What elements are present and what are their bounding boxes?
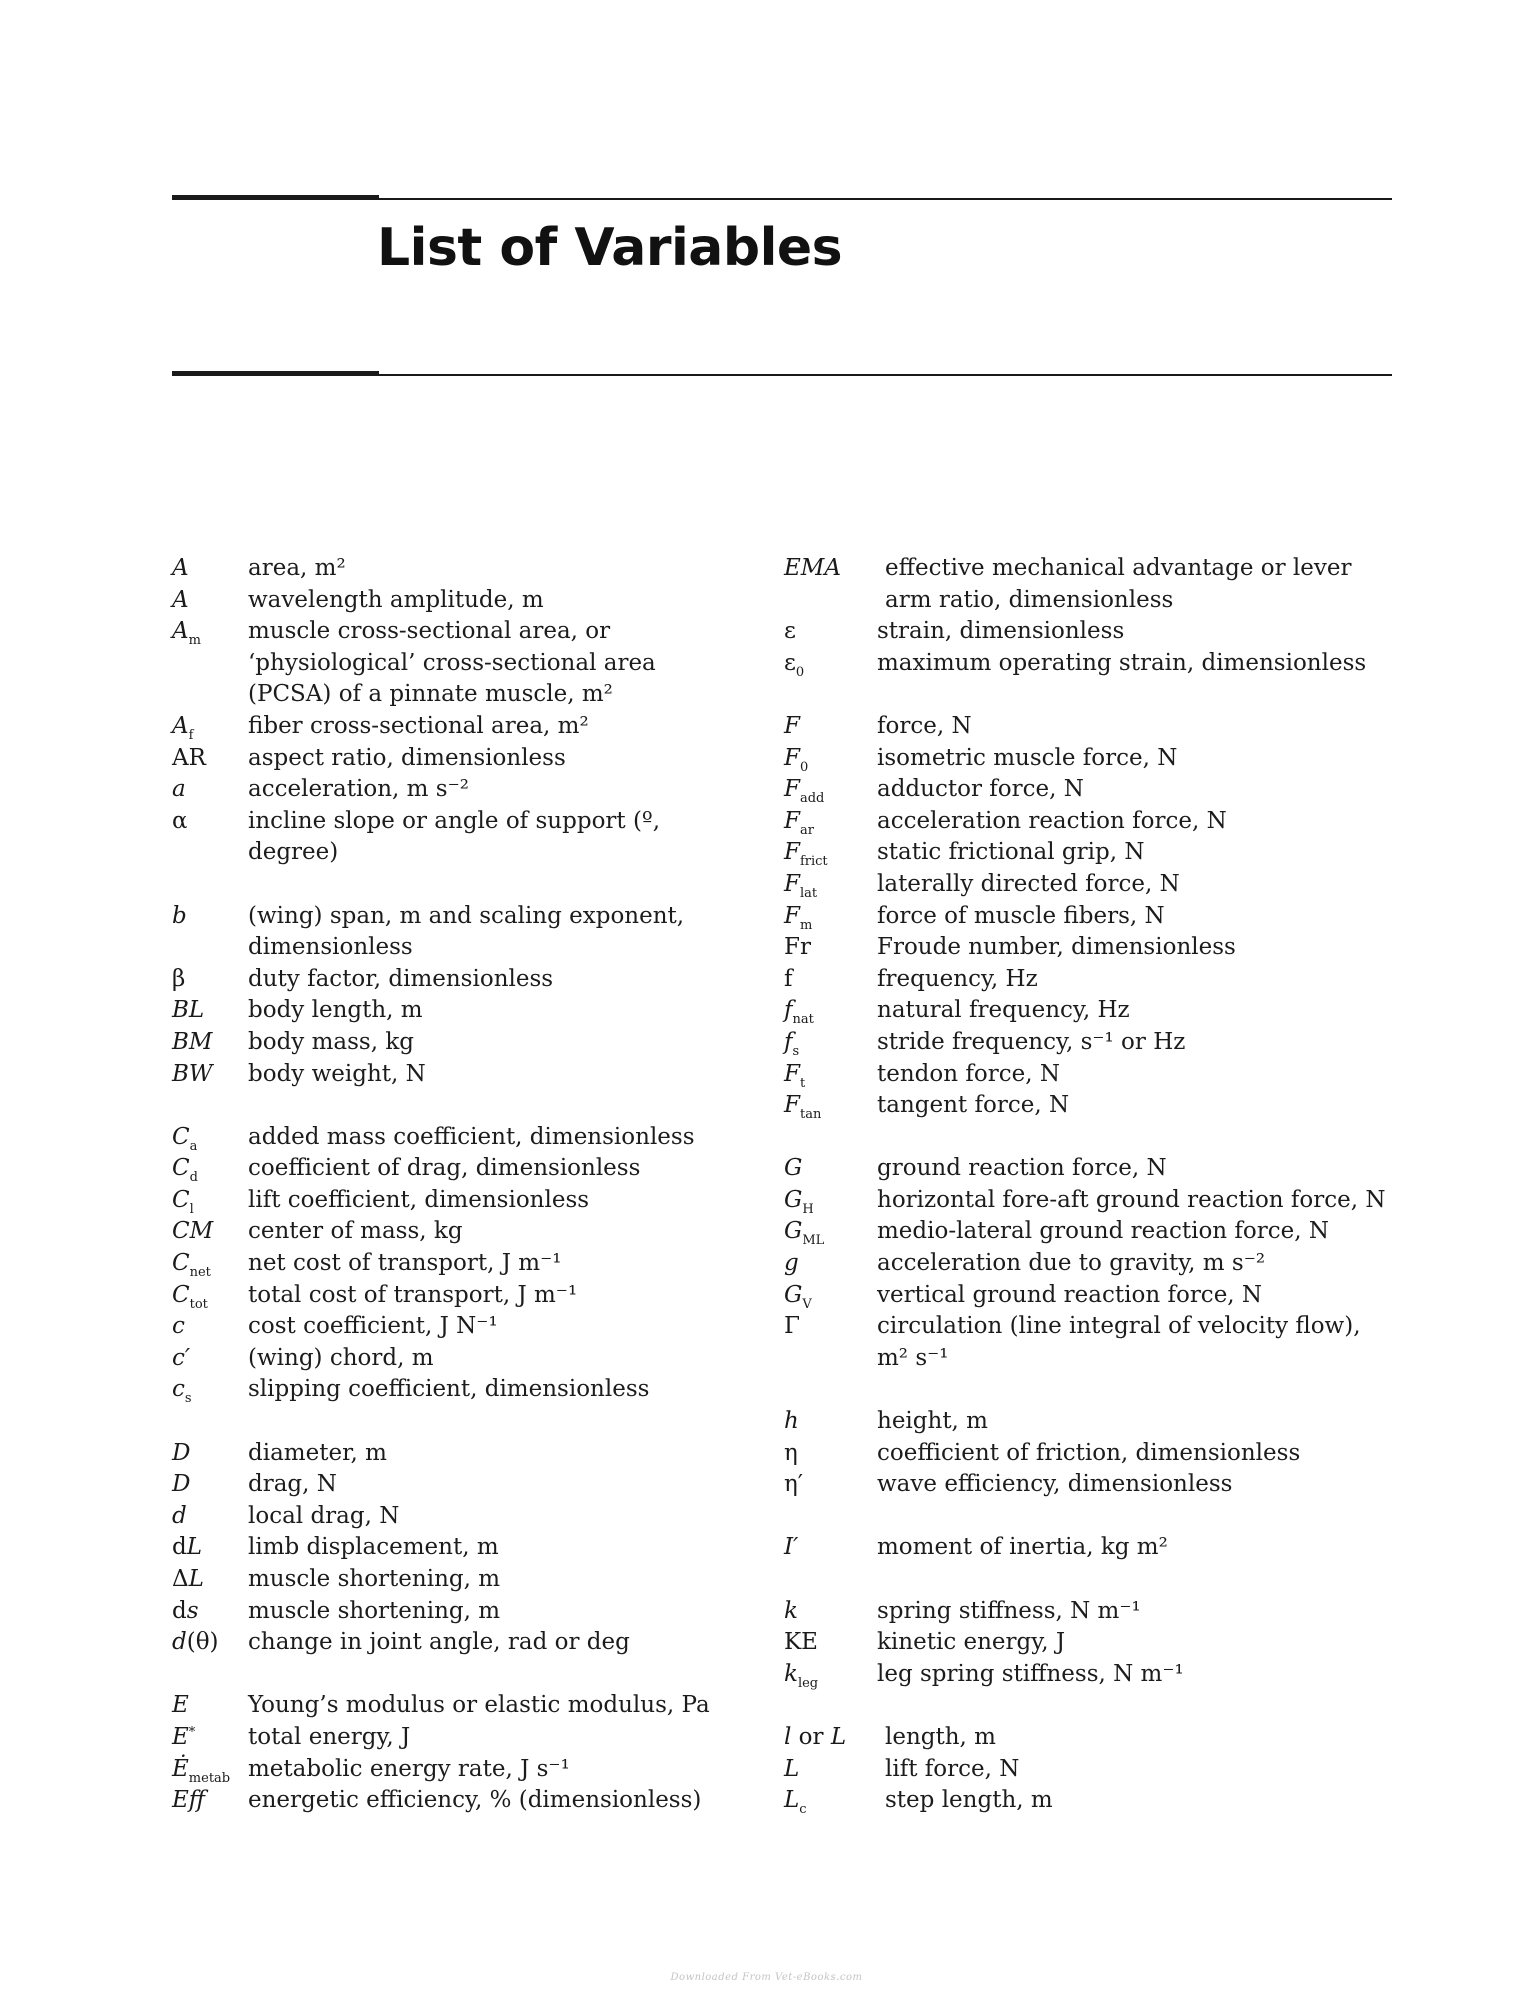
variable-entry — [784, 1406, 1394, 1438]
variable-definition: (wing) chord, m — [248, 1344, 434, 1371]
top-rule-accent — [172, 195, 379, 200]
variable-symbol: F — [784, 712, 800, 739]
variable-entry — [784, 1627, 1394, 1659]
variable-entry — [172, 1248, 742, 1280]
variable-symbol: $A_f$ — [172, 712, 194, 743]
variable-symbol: l or L — [784, 1723, 847, 1750]
variable-symbol: dL — [172, 1534, 203, 1561]
variable-entry — [784, 553, 1394, 616]
variable-definition: cost coefficient, J N⁻¹ — [248, 1313, 498, 1340]
variable-entry — [172, 616, 742, 711]
variable-symbol: ε — [784, 618, 796, 645]
variable-entry — [784, 806, 1394, 838]
variable-symbol: $F_{lat}$ — [784, 870, 818, 901]
variable-entry — [784, 837, 1394, 869]
variable-entry — [172, 1501, 742, 1533]
variable-definition: leg spring stiffness, N m⁻¹ — [877, 1660, 1184, 1687]
variable-symbol: ΔL — [172, 1566, 204, 1592]
variable-symbol: D — [172, 1471, 191, 1498]
variable-entry — [172, 1532, 742, 1564]
variable-definition: tendon force, N — [877, 1060, 1060, 1087]
variable-definition: laterally directed force, N — [877, 870, 1180, 897]
variable-symbol: d — [172, 1502, 187, 1529]
variable-symbol: EMA — [784, 555, 841, 581]
variable-definition: medio-lateral ground reaction force, N — [877, 1218, 1330, 1245]
variable-symbol: BW — [172, 1060, 213, 1087]
variable-entry — [784, 1059, 1394, 1091]
variable-definition: local drag, N — [248, 1502, 400, 1529]
variable-symbol: c′ — [172, 1344, 191, 1371]
variable-entry — [784, 648, 1394, 680]
variable-entry — [784, 711, 1394, 743]
variable-symbol: α — [172, 807, 188, 834]
variable-symbol: $f_s$ — [784, 1028, 800, 1059]
variable-symbol: $k_{leg}$ — [784, 1660, 819, 1691]
variable-definition: wavelength amplitude, m — [248, 586, 544, 613]
variable-symbol: $G_V$ — [784, 1281, 812, 1312]
variable-entry — [172, 1059, 742, 1091]
variables-list-left — [172, 553, 742, 1817]
variable-entry — [784, 743, 1394, 775]
variable-definition: isometric muscle force, N — [877, 744, 1178, 771]
variable-definition: total energy, J — [248, 1723, 411, 1750]
variable-definition: duty factor, dimensionless — [248, 965, 554, 992]
variable-entry — [784, 1532, 1394, 1564]
variable-definition: maximum operating strain, dimensionless — [877, 649, 1367, 676]
variable-definition: change in joint angle, rad or deg — [248, 1629, 630, 1656]
variable-symbol: $Ė_{metab}$ — [172, 1755, 231, 1786]
variable-definition: frequency, Hz — [877, 965, 1038, 992]
variable-definition: limb displacement, m — [248, 1534, 499, 1561]
variable-definition: energetic efficiency, % (dimensionless) — [248, 1787, 702, 1814]
variable-entry — [172, 711, 742, 743]
variable-entry — [784, 1090, 1394, 1122]
watermark: Downloaded From Vet-eBooks.com — [670, 1972, 863, 1983]
variable-definition: acceleration due to gravity, m s⁻² — [877, 1250, 1266, 1277]
variable-definition: length, m — [885, 1723, 996, 1750]
variable-definition: natural frequency, Hz — [877, 997, 1130, 1024]
variable-definition: adductor force, N — [877, 776, 1084, 803]
variable-entry — [172, 1690, 742, 1722]
variable-definition: diameter, m — [248, 1439, 387, 1466]
variable-entry — [172, 901, 742, 964]
variable-symbol: $C_d$ — [172, 1155, 198, 1186]
variable-definition: height, m — [877, 1408, 988, 1435]
variable-definition: Young’s modulus or elastic modulus, Pa — [248, 1692, 710, 1719]
variable-definition: muscle cross-sectional area, or ‘physiological’ cross-sectional area (PCSA) of a pinnate muscle, m² — [248, 618, 656, 708]
variable-entry — [784, 1469, 1394, 1501]
variable-symbol: $F_{add}$ — [784, 776, 825, 807]
variable-entry — [784, 1248, 1394, 1280]
variable-symbol: BL — [172, 997, 205, 1024]
variable-symbol: a — [172, 776, 186, 803]
variable-symbol: $F_{tan}$ — [784, 1092, 822, 1123]
variable-entry — [172, 553, 742, 585]
variable-entry — [784, 1722, 1394, 1754]
variable-symbol: g — [784, 1250, 799, 1277]
variable-definition: ground reaction force, N — [877, 1155, 1167, 1182]
variable-entry — [172, 1596, 742, 1628]
variable-entry — [172, 1438, 742, 1470]
variable-entry — [784, 1659, 1394, 1691]
variable-entry — [172, 743, 742, 775]
variable-definition: lift coefficient, dimensionless — [248, 1186, 590, 1213]
variable-symbol: c — [172, 1313, 185, 1340]
variable-entry — [172, 1754, 742, 1786]
variable-symbol: Γ — [784, 1313, 800, 1340]
variable-entry — [784, 1438, 1394, 1470]
variable-definition: tangent force, N — [877, 1092, 1070, 1119]
variable-entry — [172, 1374, 742, 1406]
variable-definition: net cost of transport, J m⁻¹ — [248, 1250, 562, 1277]
variable-definition: coefficient of drag, dimensionless — [248, 1155, 641, 1182]
variable-symbol: $C_l$ — [172, 1186, 194, 1217]
variable-entry — [172, 1122, 742, 1154]
variable-entry — [784, 1754, 1394, 1786]
variable-entry — [784, 869, 1394, 901]
variable-definition: muscle shortening, m — [248, 1566, 501, 1592]
variable-entry — [172, 585, 742, 617]
page-title: List of Variables — [377, 218, 843, 278]
bottom-rule — [172, 374, 1392, 376]
variable-entry — [172, 1311, 742, 1343]
variable-entry — [172, 1185, 742, 1217]
variable-definition: circulation (line integral of velocity flow), m² s⁻¹ — [877, 1313, 1361, 1371]
variable-symbol: $G_{ML}$ — [784, 1218, 825, 1249]
variable-entry — [784, 1280, 1394, 1312]
variable-symbol: h — [784, 1408, 799, 1435]
variable-symbol: $f_{nat}$ — [784, 997, 814, 1028]
variable-definition: total cost of transport, J m⁻¹ — [248, 1281, 578, 1308]
variable-symbol: L — [784, 1755, 800, 1782]
variable-definition: added mass coefficient, dimensionless — [248, 1123, 695, 1150]
variable-symbol: $A_m$ — [172, 618, 201, 649]
variable-symbol: b — [172, 902, 187, 929]
variable-symbol: BM — [172, 1028, 213, 1055]
variable-definition: strain, dimensionless — [877, 618, 1125, 645]
variable-symbol: A — [172, 555, 189, 581]
variable-entry — [172, 806, 742, 869]
variable-definition: slipping coefficient, dimensionless — [248, 1376, 650, 1403]
variable-symbol: $L_c$ — [784, 1787, 807, 1818]
variable-entry — [172, 964, 742, 996]
variable-entry — [172, 774, 742, 806]
variable-entry — [784, 1596, 1394, 1628]
variable-definition: body length, m — [248, 997, 423, 1024]
variable-entry — [172, 1785, 742, 1817]
variables-list-right — [784, 553, 1394, 1817]
variable-entry — [784, 901, 1394, 933]
variable-definition: body mass, kg — [248, 1028, 415, 1055]
variable-definition: force, N — [877, 712, 972, 739]
variable-entry — [172, 1153, 742, 1185]
variable-symbol: KE — [784, 1629, 818, 1656]
variable-definition: moment of inertia, kg m² — [877, 1534, 1168, 1561]
variable-entry — [784, 932, 1394, 964]
variable-symbol: $G_H$ — [784, 1186, 814, 1217]
variable-symbol: η — [784, 1439, 798, 1466]
variable-definition: stride frequency, s⁻¹ or Hz — [877, 1028, 1186, 1055]
variable-entry — [784, 1027, 1394, 1059]
variable-symbol: $\varepsilon_0$ — [784, 649, 805, 680]
variable-symbol: E* — [172, 1723, 196, 1750]
variable-definition: wave efficiency, dimensionless — [877, 1471, 1233, 1498]
variable-definition: vertical ground reaction force, N — [877, 1281, 1263, 1308]
variable-definition: static frictional grip, N — [877, 839, 1145, 866]
variable-definition: body weight, N — [248, 1060, 426, 1087]
variable-symbol: β — [172, 965, 186, 992]
variable-entry — [172, 1343, 742, 1375]
variable-definition: acceleration, m s⁻² — [248, 776, 469, 803]
variable-symbol: Eff — [172, 1787, 206, 1814]
variable-symbol: A — [172, 586, 189, 613]
variable-symbol: CM — [172, 1218, 214, 1245]
variable-symbol: $F_{frict}$ — [784, 839, 828, 870]
variable-entry — [172, 1027, 742, 1059]
variable-entry — [172, 1627, 742, 1659]
variable-definition: drag, N — [248, 1471, 337, 1498]
variable-entry — [172, 995, 742, 1027]
variable-definition: effective mechanical advantage or lever arm ratio, dimensionless — [885, 555, 1352, 613]
variable-definition: fiber cross-sectional area, m² — [248, 712, 589, 739]
variable-definition: force of muscle fibers, N — [877, 902, 1165, 929]
variable-definition: center of mass, kg — [248, 1218, 463, 1245]
variable-symbol: E — [172, 1692, 189, 1719]
variable-definition: incline slope or angle of support (º, degree) — [248, 807, 661, 866]
variable-definition: coefficient of friction, dimensionless — [877, 1439, 1301, 1466]
variable-symbol: k — [784, 1597, 798, 1624]
variable-entry — [172, 1469, 742, 1501]
variable-entry — [784, 995, 1394, 1027]
variable-symbol: $F_0$ — [784, 744, 809, 775]
variable-definition: horizontal fore-aft ground reaction force, N — [877, 1186, 1386, 1213]
variable-definition: muscle shortening, m — [248, 1597, 501, 1624]
variable-entry — [784, 774, 1394, 806]
variable-entry — [172, 1280, 742, 1312]
variable-definition: kinetic energy, J — [877, 1629, 1066, 1656]
variable-definition: (wing) span, m and scaling exponent, dimensionless — [248, 902, 685, 961]
variable-symbol: $F_t$ — [784, 1060, 806, 1091]
variable-symbol: D — [172, 1439, 191, 1466]
variable-definition: area, m² — [248, 555, 346, 581]
variable-entry — [784, 1216, 1394, 1248]
variable-entry — [784, 1153, 1394, 1185]
variable-symbol: Fr — [784, 934, 811, 961]
variable-symbol: η′ — [784, 1471, 804, 1498]
variable-entry — [784, 1785, 1394, 1817]
variable-entry — [784, 964, 1394, 996]
variable-symbol: $C_{net}$ — [172, 1250, 211, 1281]
variable-symbol: ds — [172, 1597, 199, 1624]
variable-symbol: AR — [172, 744, 206, 771]
variable-symbol: $C_{tot}$ — [172, 1281, 208, 1312]
variable-symbol: d(θ) — [172, 1629, 219, 1656]
variable-entry — [172, 1564, 742, 1596]
top-rule — [172, 198, 1392, 200]
variable-definition: lift force, N — [885, 1755, 1020, 1782]
variable-definition: metabolic energy rate, J s⁻¹ — [248, 1755, 570, 1782]
variable-entry — [172, 1216, 742, 1248]
variable-definition: acceleration reaction force, N — [877, 807, 1227, 834]
variable-symbol: f — [784, 965, 793, 992]
variable-entry — [784, 616, 1394, 648]
variable-symbol: G — [784, 1155, 803, 1182]
variable-symbol: $C_a$ — [172, 1123, 198, 1154]
variable-entry — [784, 1311, 1394, 1374]
variable-definition: aspect ratio, dimensionless — [248, 744, 566, 771]
variable-symbol: $F_{ar}$ — [784, 807, 814, 838]
bottom-rule-accent — [172, 371, 379, 376]
variable-symbol: $F_m$ — [784, 902, 813, 933]
variable-entry — [172, 1722, 742, 1754]
variable-symbol: $c_s$ — [172, 1376, 192, 1407]
variable-definition: step length, m — [885, 1787, 1053, 1814]
variable-symbol: I′ — [784, 1534, 799, 1561]
variable-definition: Froude number, dimensionless — [877, 934, 1236, 961]
variable-entry — [784, 1185, 1394, 1217]
variable-definition: spring stiffness, N m⁻¹ — [877, 1597, 1141, 1624]
